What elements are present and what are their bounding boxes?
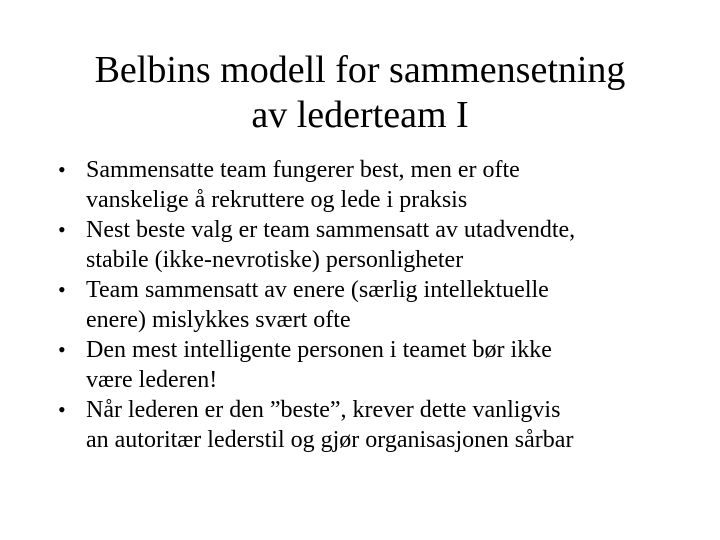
bullet-marker: • xyxy=(58,397,66,422)
bullet-item xyxy=(58,395,698,455)
bullet-marker: • xyxy=(58,217,66,242)
bullet-line: stabile (ikke-nevrotiske) personligheter xyxy=(86,247,464,273)
bullet-marker: • xyxy=(58,337,66,362)
bullet-line: Den mest intelligente personen i teamet bør ikke xyxy=(86,337,552,363)
bullet-line: an autoritær lederstil og gjør organisasjonen sårbar xyxy=(86,427,574,453)
bullet-text xyxy=(86,275,698,335)
bullet-marker: • xyxy=(58,157,66,182)
bullet-text xyxy=(86,395,698,455)
bullet-line: Team sammensatt av enere (særlig intellektuelle xyxy=(86,277,549,303)
bullet-marker: • xyxy=(58,277,66,302)
bullet-list xyxy=(58,155,698,455)
bullet-text xyxy=(86,335,698,395)
bullet-line: være lederen! xyxy=(86,367,218,393)
title-line: av lederteam I xyxy=(251,94,469,136)
bullet-text xyxy=(86,215,698,275)
slide-title xyxy=(40,48,680,138)
bullet-line: enere) mislykkes svært ofte xyxy=(86,307,351,333)
bullet-item xyxy=(58,335,698,395)
title-line: Belbins modell for sammensetning xyxy=(94,49,626,91)
bullet-line: Nest beste valg er team sammensatt av utadvendte, xyxy=(86,217,576,243)
bullet-text xyxy=(86,155,698,215)
bullet-line: Når lederen er den ”beste”, krever dette vanligvis xyxy=(86,397,561,423)
bullet-line: Sammensatte team fungerer best, men er ofte xyxy=(86,157,520,183)
bullet-item xyxy=(58,275,698,335)
bullet-item xyxy=(58,155,698,215)
bullet-item xyxy=(58,215,698,275)
bullet-line: vanskelige å rekruttere og lede i praksis xyxy=(86,187,468,213)
